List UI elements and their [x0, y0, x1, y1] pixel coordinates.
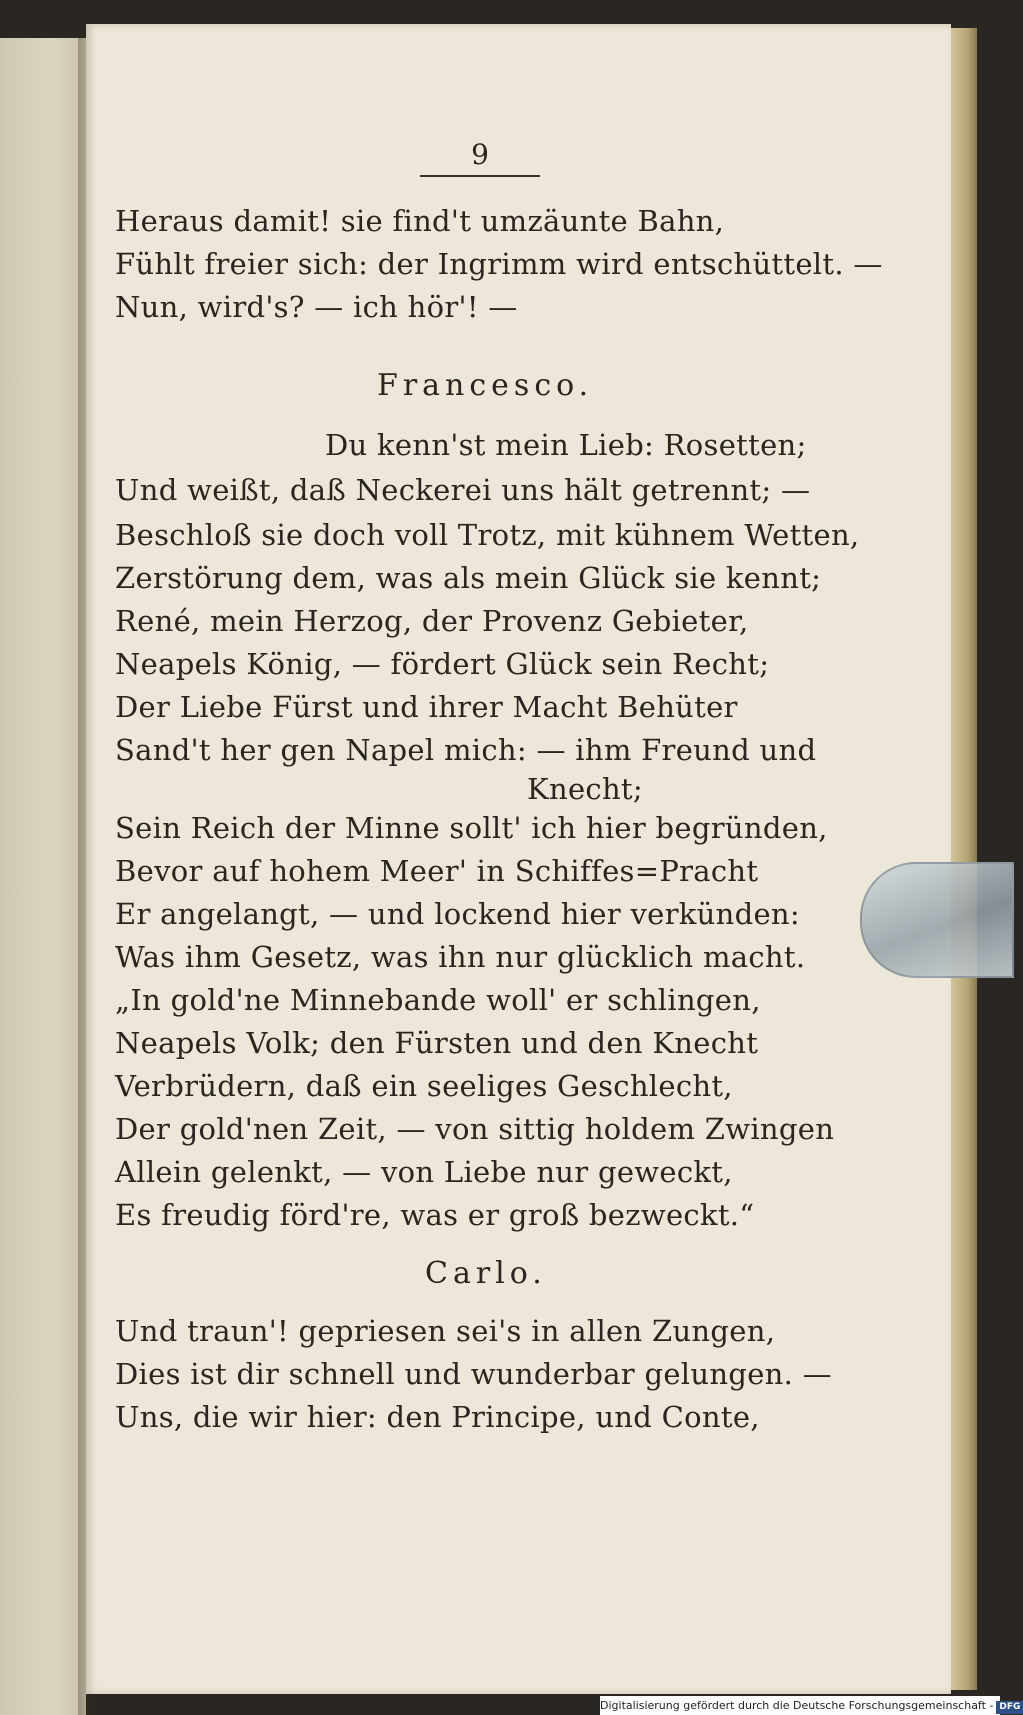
verse-line: Und traun'! gepriesen sei's in allen Zungen, [115, 1314, 776, 1348]
verse-line: Uns, die wir hier: den Principe, und Conte, [115, 1400, 760, 1434]
verse-line: Verbrüdern, daß ein seeliges Geschlecht, [115, 1069, 733, 1103]
verse-line: Heraus damit! sie find't umzäunte Bahn, [115, 204, 725, 238]
page-number: 9 [471, 138, 489, 171]
verse-line: Neapels Volk; den Fürsten und den Knecht [115, 1026, 759, 1060]
speaker-name: Carlo. [425, 1256, 547, 1291]
verse-line: Er angelangt, — und lockend hier verkünden: [115, 897, 800, 931]
verse-line: René, mein Herzog, der Provenz Gebieter, [115, 604, 749, 638]
verse-line: Es freudig förd're, was er groß bezweckt.“ [115, 1198, 755, 1232]
page-holder-strap [860, 862, 1014, 978]
verse-line: Dies ist dir schnell und wunderbar gelungen. — [115, 1357, 832, 1391]
verse-line: Bevor auf hohem Meer' in Schiffes=Pracht [115, 854, 759, 888]
verse-line: Der gold'nen Zeit, — von sittig holdem Zwingen [115, 1112, 835, 1146]
digitization-credit [600, 1696, 1021, 1715]
verse-line: Zerstörung dem, was als mein Glück sie kennt; [115, 561, 822, 595]
verse-line: Beschloß sie doch voll Trotz, mit kühnem Wetten, [115, 518, 860, 552]
verse-line: Was ihm Gesetz, was ihn nur glücklich macht. [115, 940, 806, 974]
verse-line: Der Liebe Fürst und ihrer Macht Behüter [115, 690, 738, 724]
verse-line: Allein gelenkt, — von Liebe nur geweckt, [115, 1155, 733, 1189]
credit-text: Digitalisierung gefördert durch die Deutsche Forschungsgemeinschaft - [600, 1699, 994, 1712]
page-number-rule [420, 175, 540, 177]
verse-line: Neapels König, — fördert Glück sein Recht; [115, 647, 770, 681]
dfg-logo: DFG [996, 1701, 1023, 1714]
verse-line: Sein Reich der Minne sollt' ich hier begründen, [115, 811, 828, 845]
left-page-edge [0, 38, 86, 1715]
verse-line: Nun, wird's? — ich hör'! — [115, 290, 518, 324]
page-header [420, 138, 540, 177]
verse-line: Du kenn'st mein Lieb: Rosetten; [325, 428, 807, 462]
verse-line: Sand't her gen Napel mich: — ihm Freund und [115, 733, 817, 767]
verse-line: „In gold'ne Minnebande woll' er schlingen, [115, 983, 761, 1017]
verse-line: Fühlt freier sich: der Ingrimm wird entschüttelt. — [115, 247, 883, 281]
page-stack-edge [951, 28, 977, 1690]
verse-line: Und weißt, daß Neckerei uns hält getrennt; — [115, 473, 811, 507]
speaker-name: Francesco. [377, 368, 594, 403]
verse-line: Knecht; [527, 772, 643, 806]
